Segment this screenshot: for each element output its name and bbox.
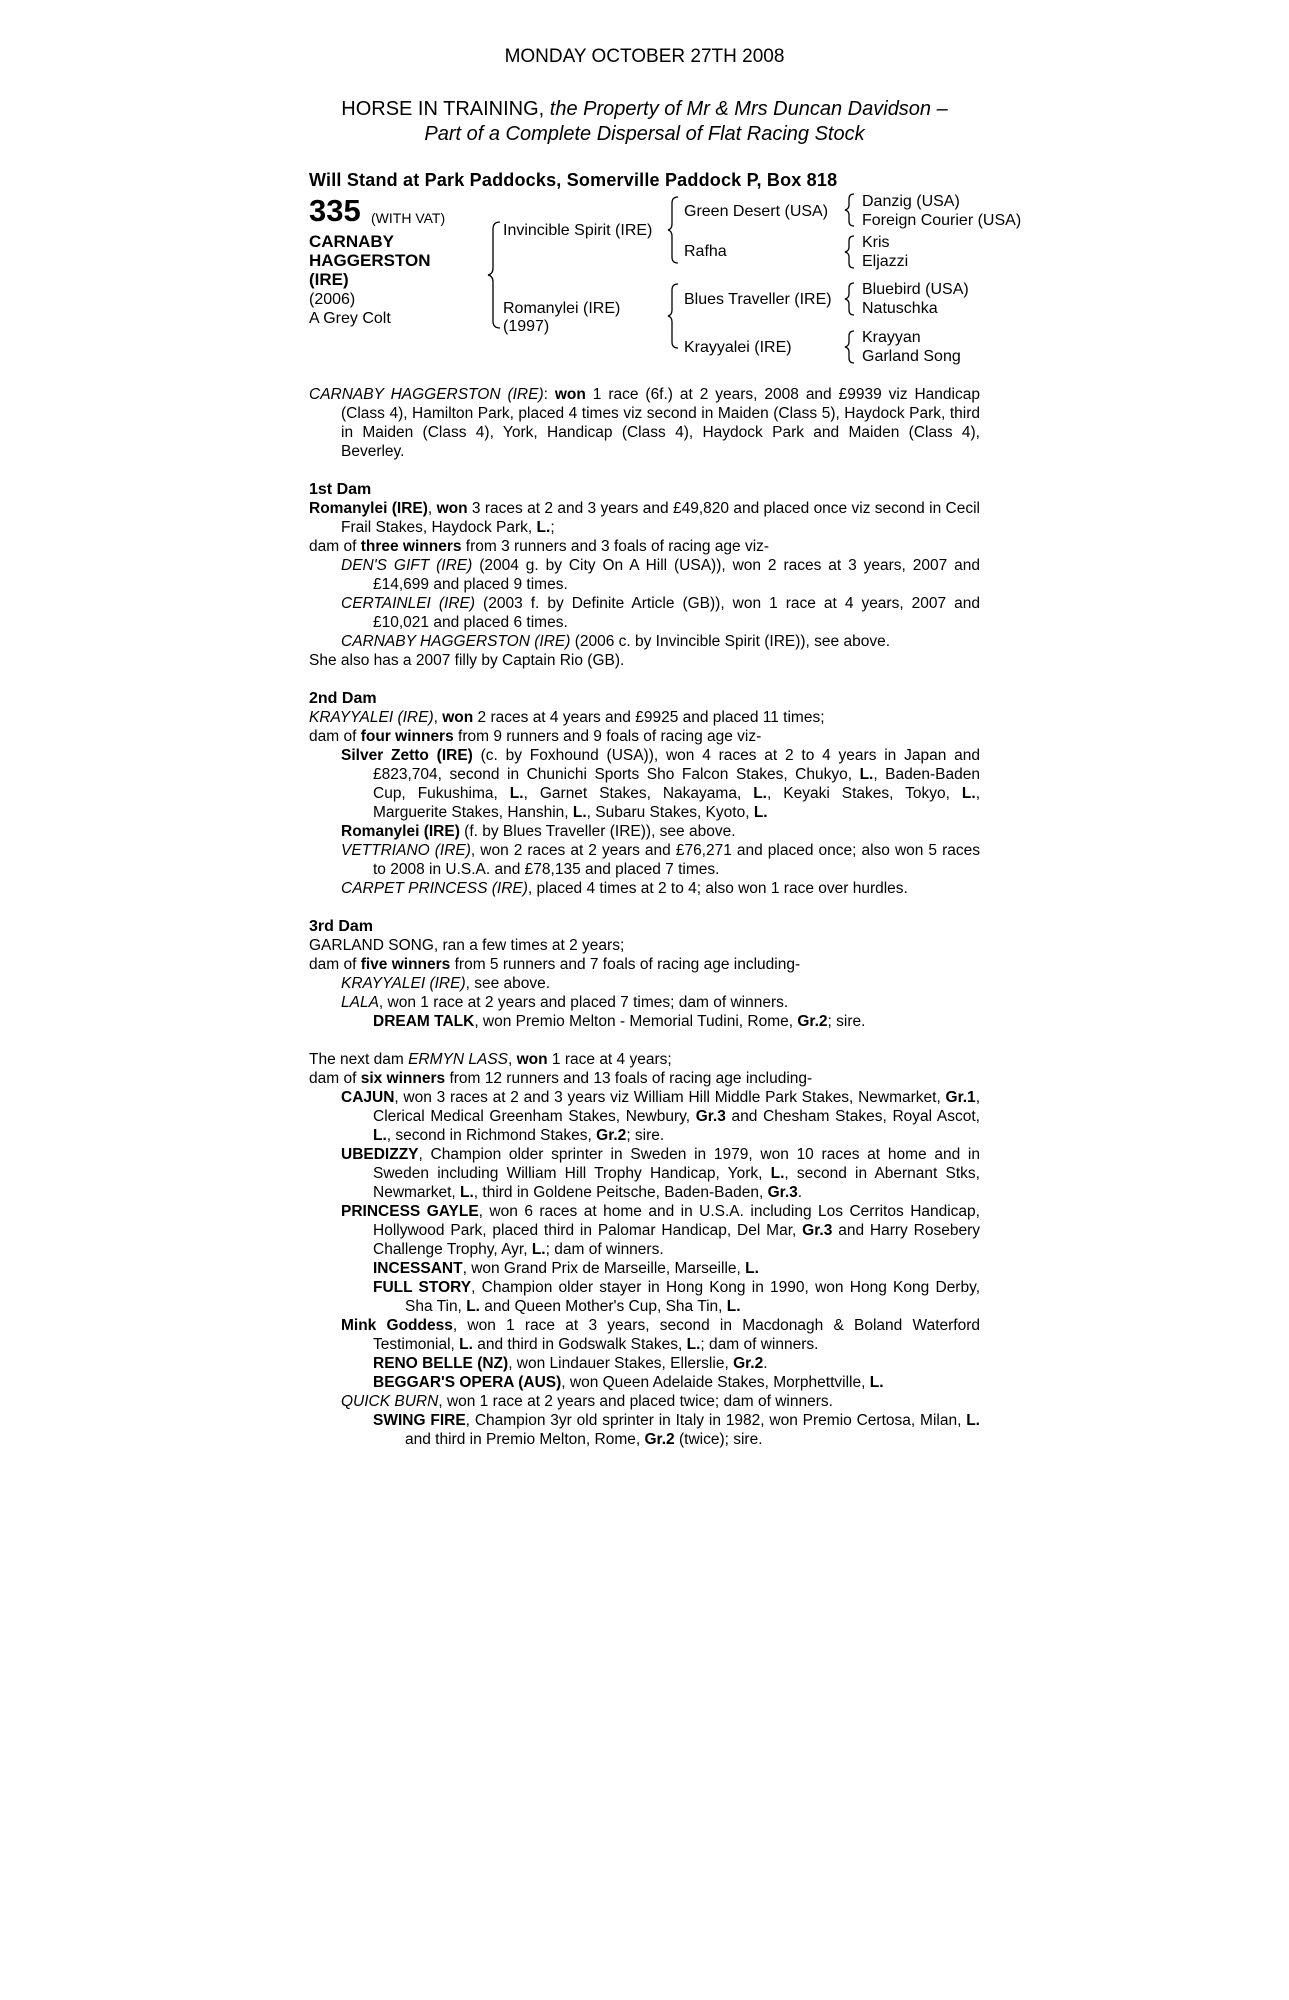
pedigree-g3: Kris (862, 234, 890, 251)
list-item: CARPET PRINCESS (IRE), placed 4 times at 2 to 4; also won 1 race over hurdles. (341, 880, 908, 897)
list-item: VETTRIANO (IRE), won 2 races at 2 years and £76,271 and placed once; also won 5 races to 2008 in U.S.A. and £78,135 and placed 7 times. (341, 842, 980, 878)
pedigree-dam-year: (1997) (503, 318, 550, 335)
sale-subtitle: Part of a Complete Dispersal of Flat Racing Stock (424, 123, 865, 145)
pedigree-dam-sire: Blues Traveller (IRE) (684, 291, 832, 308)
pedigree-sire-dam: Rafha (684, 243, 727, 260)
stand-location: Will Stand at Park Paddocks, Somerville Paddock P, Box 818 (309, 170, 838, 190)
list-item: CARNABY HAGGERSTON (IRE) (2006 c. by Invincible Spirit (IRE)), see above. (341, 633, 891, 650)
list-item: Romanylei (IRE) (f. by Blues Traveller (IRE)), see above. (341, 823, 736, 840)
pedigree-dam-dam: Krayyalei (IRE) (684, 339, 792, 356)
list-item: LALA, won 1 race at 2 years and placed 7 times; dam of winners. (341, 994, 789, 1011)
race-record: CARNABY HAGGERSTON (IRE): won 1 race (6f.) at 2 years, 2008 and £9939 viz Handicap (Class 4), Hamilton Park, placed 4 times viz second in Maiden (Class 5), Haydock Park, third in Maiden (Class 4), York, Handicap (Class 4), Haydock Park and Maiden (Class 4), Beverley. (309, 386, 980, 460)
list-item: BEGGAR'S OPERA (AUS), won Queen Adelaide Stakes, Morphettville, L. (373, 1374, 884, 1391)
lot-vat: (WITH VAT) (371, 210, 446, 226)
list-item: DEN'S GIFT (IRE) (2004 g. by City On A Hill (USA)), won 2 races at 3 years, 2007 and £14,699 and placed 9 times. (341, 557, 980, 593)
list-item: PRINCESS GAYLE, won 6 races at home and in U.S.A. including Los Cerritos Handicap, Hollywood Park, placed third in Palomar Handicap, Del Mar, Gr.3 and Harry Rosebery Challenge Trophy, Ayr, L.; dam of winners. (341, 1203, 980, 1258)
list-item: DREAM TALK, won Premio Melton - Memorial Tudini, Rome, Gr.2; sire. (373, 1013, 866, 1030)
second-dam-heading: 2nd Dam (309, 690, 377, 707)
list-item: QUICK BURN, won 1 race at 2 years and placed twice; dam of winners. (341, 1393, 833, 1410)
pedigree-g8: Garland Song (862, 348, 961, 365)
pedigree-g5: Bluebird (USA) (862, 281, 969, 298)
pedigree-dam: Romanylei (IRE) (503, 300, 621, 317)
list-item: RENO BELLE (NZ), won Lindauer Stakes, Ellerslie, Gr.2. (373, 1355, 768, 1372)
sale-date: MONDAY OCTOBER 27TH 2008 (504, 46, 785, 67)
list-item: KRAYYALEI (IRE), see above. (341, 975, 551, 992)
list-item: Mink Goddess, won 1 race at 3 years, second in Macdonagh & Boland Waterford Testimonial, L. and third in Godswalk Stakes, L.; dam of winners. (341, 1317, 980, 1353)
list-item: INCESSANT, won Grand Prix de Marseille, Marseille, L. (373, 1260, 759, 1277)
lot-number: 335 (309, 193, 361, 228)
pedigree-g6: Natuschka (862, 300, 938, 317)
second-dam-section: 2nd Dam KRAYYALEI (IRE), won 2 races at 4 years and £9925 and placed 11 times; dam of four winners from 9 runners and 9 foals of racing age viz- Silver Zetto (IRE) (c. by Foxhound (USA)), won 4 races at 2 to 4 years in Japan and £823,704, second in Chunichi Sports Sho Falcon Stakes, Chukyo, L., Baden-Baden Cup, Fukushima, L., Garnet Stakes, Nakayama, L., Keyaki Stakes, Tokyo, L., Marguerite Stakes, Hanshin, L., Subaru Stakes, Kyoto, L. Romanylei (IRE) (f. by Blues Traveller (IRE)), see above. VETTRIANO (IRE), won 2 races at 2 years and £76,271 and placed once; also won 5 races to 2008 in U.S.A. and £78,135 and placed 7 times. CARPET PRINCESS (IRE), placed 4 times at 2 to 4; also won 1 race over hurdles. (309, 690, 980, 897)
pedigree-sire: Invincible Spirit (IRE) (503, 222, 653, 239)
list-item: Silver Zetto (IRE) (c. by Foxhound (USA)), won 4 races at 2 to 4 years in Japan and £823,704, second in Chunichi Sports Sho Falcon Stakes, Chukyo, L., Baden-Baden Cup, Fukushima, L., Garnet Stakes, Nakayama, L., Keyaki Stakes, Tokyo, L., Marguerite Stakes, Hanshin, L., Subaru Stakes, Kyoto, L. (341, 747, 980, 821)
horse-name: CARNABY HAGGERSTON (IRE) (309, 232, 431, 289)
list-item: CAJUN, won 3 races at 2 and 3 years viz William Hill Middle Park Stakes, Newmarket, Gr.1, Clerical Medical Greenham Stakes, Newbury, Gr.3 and Chesham Stakes, Royal Ascot, L., second in Richmond Stakes, Gr.2; sire. (341, 1089, 980, 1144)
pedigree-braces (0, 0, 1289, 380)
sale-title: HORSE IN TRAINING, the Property of Mr & Mrs Duncan Davidson – (341, 98, 948, 120)
list-item: SWING FIRE, Champion 3yr old sprinter in Italy in 1982, won Premio Certosa, Milan, L. and third in Premio Melton, Rome, Gr.2 (twice); sire. (373, 1412, 980, 1448)
first-dam-heading: 1st Dam (309, 481, 372, 498)
pedigree-sire-sire: Green Desert (USA) (684, 203, 829, 220)
pedigree-g7: Krayyan (862, 329, 921, 346)
horse-description: A Grey Colt (309, 310, 391, 327)
third-dam-section: 3rd Dam GARLAND SONG, ran a few times at 2 years; dam of five winners from 5 runners and 7 foals of racing age including- KRAYYALEI (IRE), see above. LALA, won 1 race at 2 years and placed 7 times; dam of winners. DREAM TALK, won Premio Melton - Memorial Tudini, Rome, Gr.2; sire. (309, 917, 980, 1031)
list-item: FULL STORY, Champion older stayer in Hong Kong in 1990, won Hong Kong Derby, Sha Tin, L. and Queen Mother's Cup, Sha Tin, L. (373, 1279, 980, 1315)
list-item: UBEDIZZY, Champion older sprinter in Sweden in 1979, won 10 races at home and in Sweden including William Hill Trophy Handicap, York, L., second in Abernant Stks, Newmarket, L., third in Goldene Peitsche, Baden-Baden, Gr.3. (341, 1146, 980, 1201)
pedigree-g1: Danzig (USA) (862, 193, 960, 210)
horse-year: (2006) (309, 291, 356, 308)
third-dam-heading: 3rd Dam (309, 918, 374, 935)
next-dam-section: The next dam ERMYN LASS, won 1 race at 4 years; dam of six winners from 12 runners and 13 foals of racing age including- CAJUN, won 3 races at 2 and 3 years viz William Hill Middle Park Stakes, Newmarket, Gr.1, Clerical Medical Greenham Stakes, Newbury, Gr.3 and Chesham Stakes, Royal Ascot, L., second in Richmond Stakes, Gr.2; sire. UBEDIZZY, Champion older sprinter in Sweden in 1979, won 10 races at home and in Sweden including William Hill Trophy Handicap, York, L., second in Abernant Stks, Newmarket, L., third in Goldene Peitsche, Baden-Baden, Gr.3. PRINCESS GAYLE, won 6 races at home and in U.S.A. including Los Cerritos Handicap, Hollywood Park, placed third in Palomar Handicap, Del Mar, Gr.3 and Harry Rosebery Challenge Trophy, Ayr, L.; dam of winners. INCESSANT, won Grand Prix de Marseille, Marseille, L. FULL STORY, Champion older stayer in Hong Kong in 1990, won Hong Kong Derby, Sha Tin, L. and Queen Mother's Cup, Sha Tin, L. Mink Goddess, won 1 race at 3 years, second in Macdonagh & Boland Waterford Testimonial, L. and third in Godswalk Stakes, L.; dam of winners. RENO BELLE (NZ), won Lindauer Stakes, Ellerslie, Gr.2. BEGGAR'S OPERA (AUS), won Queen Adelaide Stakes, Morphettville, L. QUICK BURN, won 1 race at 2 years and placed twice; dam of winners. SWING FIRE, Champion 3yr old sprinter in Italy in 1982, won Premio Certosa, Milan, L. and third in Premio Melton, Rome, Gr.2 (twice); sire. (309, 1051, 980, 1448)
pedigree-g4: Eljazzi (862, 253, 909, 270)
list-item: CERTAINLEI (IRE) (2003 f. by Definite Article (GB)), won 1 race at 4 years, 2007 and £10,021 and placed 6 times. (341, 595, 981, 631)
pedigree-g2: Foreign Courier (USA) (862, 212, 1022, 229)
first-dam-section: 1st Dam Romanylei (IRE), won 3 races at 2 and 3 years and £49,820 and placed once viz second in Cecil Frail Stakes, Haydock Park, L.; dam of three winners from 3 runners and 3 foals of racing age viz- DEN'S GIFT (IRE) (2004 g. by City On A Hill (USA)), won 2 races at 3 years, 2007 and £14,699 and placed 9 times. CERTAINLEI (IRE) (2003 f. by Definite Article (GB)), won 1 race at 4 years, 2007 and £10,021 and placed 6 times. CARNABY HAGGERSTON (IRE) (2006 c. by Invincible Spirit (IRE)), see above. She also has a 2007 filly by Captain Rio (GB). (309, 481, 981, 669)
